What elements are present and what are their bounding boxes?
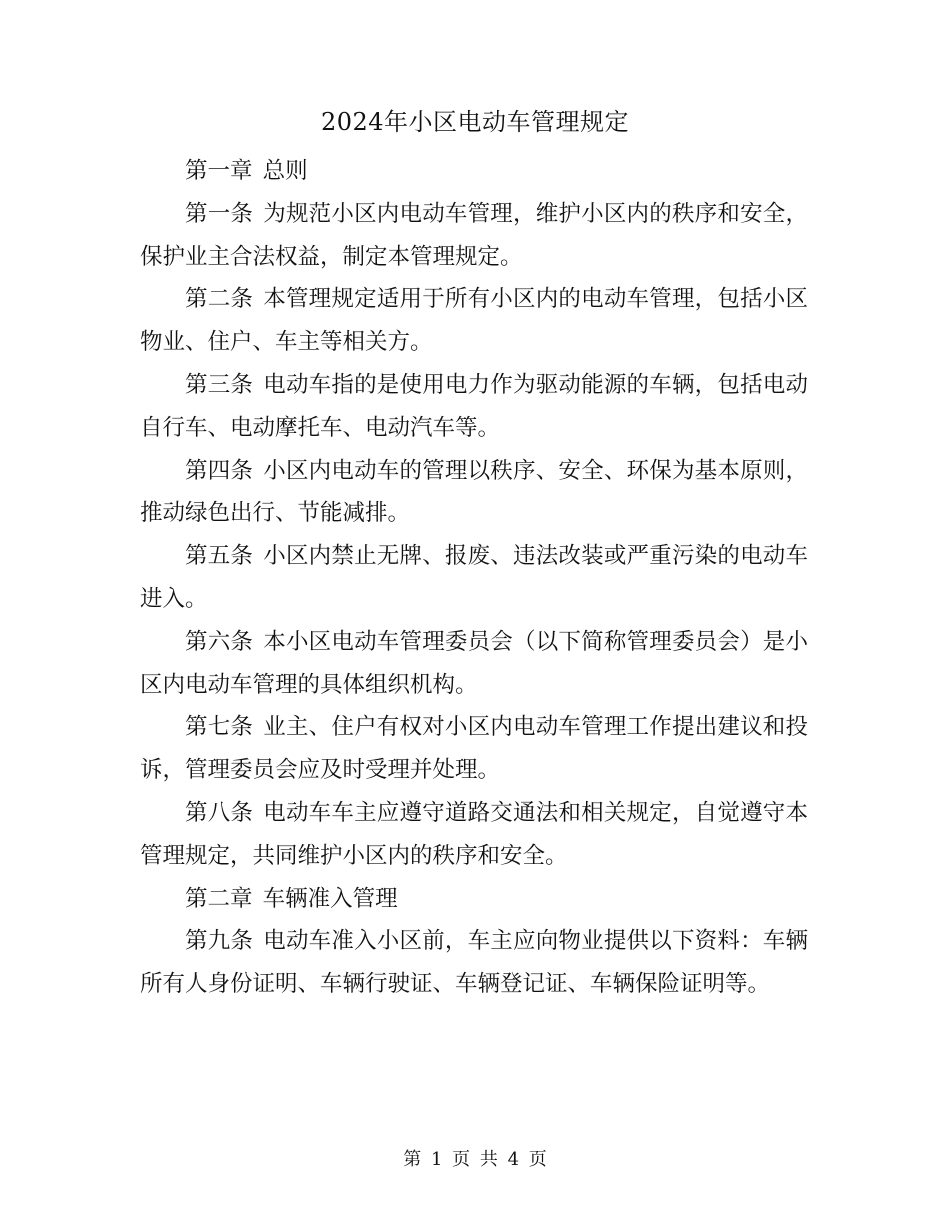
article-label: 第四条 (185, 457, 254, 484)
article-label: 第五条 (185, 543, 254, 570)
article-text: 本管理规定适用于所有小区内的电动车管理，包括小区物业、住户、车主等相关方。 (140, 286, 808, 356)
chapter-heading (140, 150, 808, 193)
article-label: 第六条 (185, 628, 254, 655)
document-body (140, 150, 808, 1006)
article-paragraph (140, 364, 808, 450)
article-text: 为规范小区内电动车管理，维护小区内的秩序和安全，保护业主合法权益，制定本管理规定。 (140, 200, 808, 270)
article-paragraph (140, 278, 808, 364)
article-paragraph (140, 450, 808, 536)
chapter-heading (140, 878, 808, 921)
article-text: 电动车准入小区前，车主应向物业提供以下资料：车辆所有人身份证明、车辆行驶证、车辆登记证、车辆保险证明等。 (140, 928, 808, 998)
article-text: 小区内禁止无牌、报废、违法改装或严重污染的电动车进入。 (140, 543, 808, 612)
chapter-title: 总则 (262, 158, 308, 184)
document-title: 2024年小区电动车管理规定 (320, 108, 630, 136)
chapter-label: 第二章 (185, 885, 253, 912)
chapter-label: 第一章 (185, 158, 253, 184)
article-paragraph (140, 706, 808, 792)
article-text: 业主、住户有权对小区内电动车管理工作提出建议和投诉，管理委员会应及时受理并处理。 (140, 714, 808, 784)
article-label: 第二条 (185, 286, 254, 313)
article-paragraph (140, 621, 808, 707)
article-label: 第八条 (185, 799, 254, 826)
page-number: 第 1 页 共 4 页 (403, 1149, 547, 1170)
article-text: 电动车指的是使用电力作为驱动能源的车辆，包括电动自行车、电动摩托车、电动汽车等。 (140, 371, 808, 441)
article-paragraph (140, 792, 808, 878)
article-paragraph (140, 193, 808, 279)
article-label: 第七条 (185, 714, 254, 741)
article-label: 第三条 (185, 371, 254, 398)
article-paragraph (140, 920, 808, 1006)
article-label: 第一条 (185, 200, 254, 227)
article-label: 第九条 (185, 928, 254, 955)
article-text: 本小区电动车管理委员会（以下简称管理委员会）是小区内电动车管理的具体组织机构。 (140, 628, 808, 698)
article-paragraph (140, 535, 808, 621)
article-text: 小区内电动车的管理以秩序、安全、环保为基本原则，推动绿色出行、节能减排。 (140, 457, 808, 527)
article-text: 电动车车主应遵守道路交通法和相关规定，自觉遵守本管理规定，共同维护小区内的秩序和安全。 (140, 799, 808, 869)
chapter-title: 车辆准入管理 (262, 885, 398, 912)
